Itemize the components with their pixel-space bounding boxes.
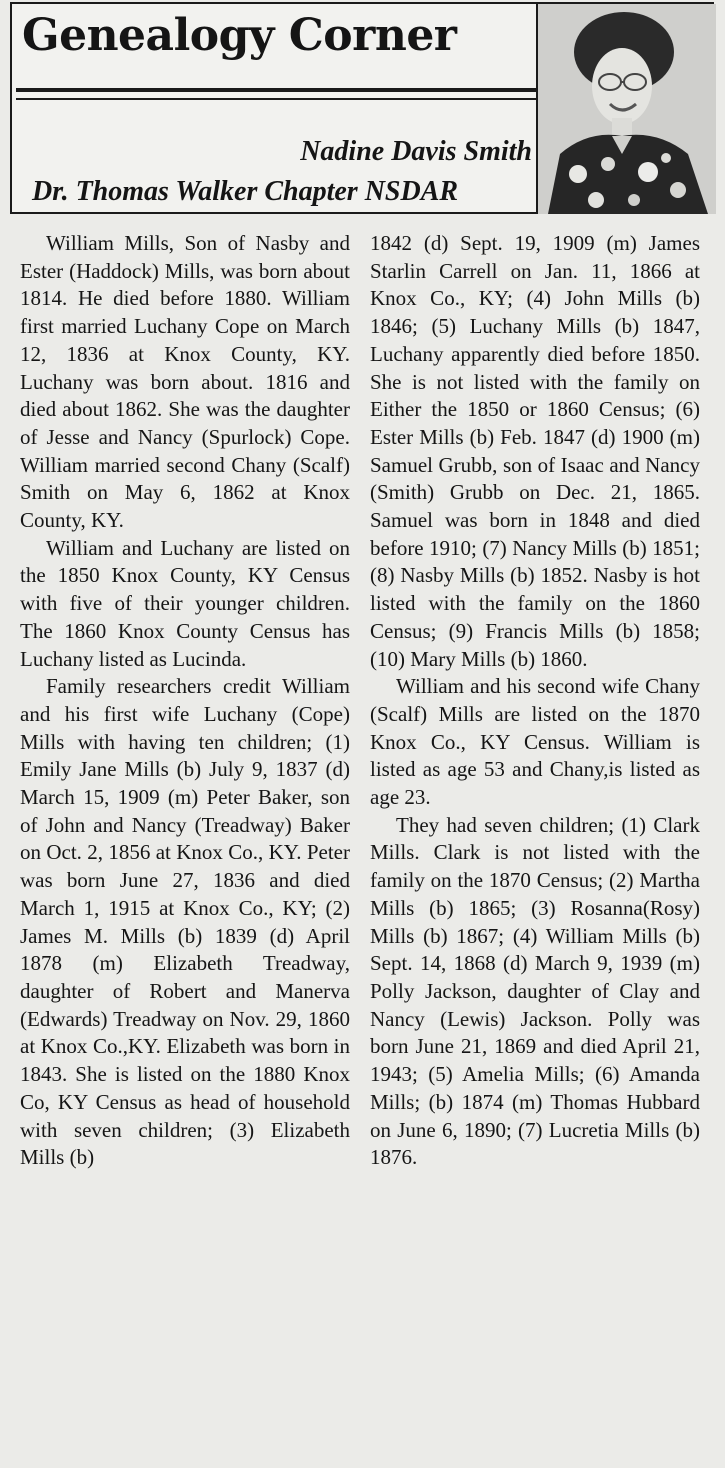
author-portrait-icon — [538, 4, 716, 214]
column-header — [10, 2, 714, 214]
author-photo — [536, 4, 716, 214]
paragraph: Family researchers credit William and his first wife Luchany (Cope) Mills with having ten children; (1) Emily Jane Mills (b) July 9, 1837 (d) March 15, 1909 (m) Peter Baker, son of John and Nancy (Treadway) Baker on Oct. 2, 1856 at Knox Co., KY. Peter was born June 27, 1836 and died March 1, 1915 at Knox Co., KY; (2) James M. Mills (b) 1839 (d) April 1878 (m) Elizabeth Treadway, daughter of Robert and Manerva (Edwards) Treadway on Nov. 29, 1860 at Knox Co.,KY. Elizabeth was born in 1843. She is listed on the 1880 Knox Co, KY Census as head of household with seven children; (3) Elizabeth Mills (b) — [20, 674, 350, 1170]
paragraph: William and his second wife Chany (Scalf) Mills are listed on the 1870 Knox Co., KY Census. William is listed as age 53 and Chany,is listed as age 23. — [370, 674, 700, 810]
paragraph: William Mills, Son of Nasby and Ester (Haddock) Mills, was born about 1814. He died before 1880. William first married Luchany Cope on March 12, 1836 at Knox County, KY. Luchany was born about. 1816 and died about 1862. She was the daughter of Jesse and Nancy (Spurlock) Cope. William married second Chany (Scalf) Smith on May 6, 1862 at Knox County, KY. — [20, 231, 350, 533]
column-title: Genealogy Corner — [22, 10, 457, 61]
chapter-name: Dr. Thomas Walker Chapter NSDAR — [32, 176, 459, 207]
paragraph: William and Luchany are listed on the 1850 Knox County, KY Census with five of their younger children. The 1860 Knox County Census has Luchany listed as Lucinda. — [20, 535, 350, 671]
title-rule-thin — [16, 98, 536, 100]
title-rule-thick — [16, 88, 536, 92]
paragraph-continued: 1842 (d) Sept. 19, 1909 (m) James Starlin Carrell on Jan. 11, 1866 at Knox Co., KY; (4) John Mills (b) 1846; (5) Luchany Mills (b) 1847, Luchany apparently died before 1850. She is not listed with the family on Either the 1850 or 1860 Census; (6) Ester Mills (b) Feb. 1847 (d) 1900 (m) Samuel Grubb, son of Isaac and Nancy (Smith) Grubb on Dec. 21, 1865. Samuel was born in 1848 and died before 1910; (7) Nancy Mills (b) 1851; (8) Nasby Mills (b) 1852. Nasby is hot listed with the family on the 1860 Census; (9) Francis Mills (b) 1858; (10) Mary Mills (b) 1860. — [370, 231, 700, 671]
article-column-right — [370, 230, 700, 1172]
paragraph: They had seven children; (1) Clark Mills. Clark is not listed with the family on the 1870 Census; (2) Martha Mills (b) 1865; (3) Rosanna(Rosy) Mills (b) 1867; (4) William Mills (b) Sept. 14, 1868 (d) March 9, 1939 (m) Polly Jackson, daughter of Clay and Nancy (Lewis) Jackson. Polly was born June 21, 1869 and died April 21, 1943; (5) Amelia Mills; (6) Amanda Mills; (b) 1874 (m) Thomas Hubbard on June 6, 1890; (7) Lucretia Mills (b) 1876. — [370, 812, 700, 1170]
article-column-left — [20, 230, 350, 1172]
article-body — [18, 230, 708, 1460]
author-name: Nadine Davis Smith — [300, 136, 532, 167]
